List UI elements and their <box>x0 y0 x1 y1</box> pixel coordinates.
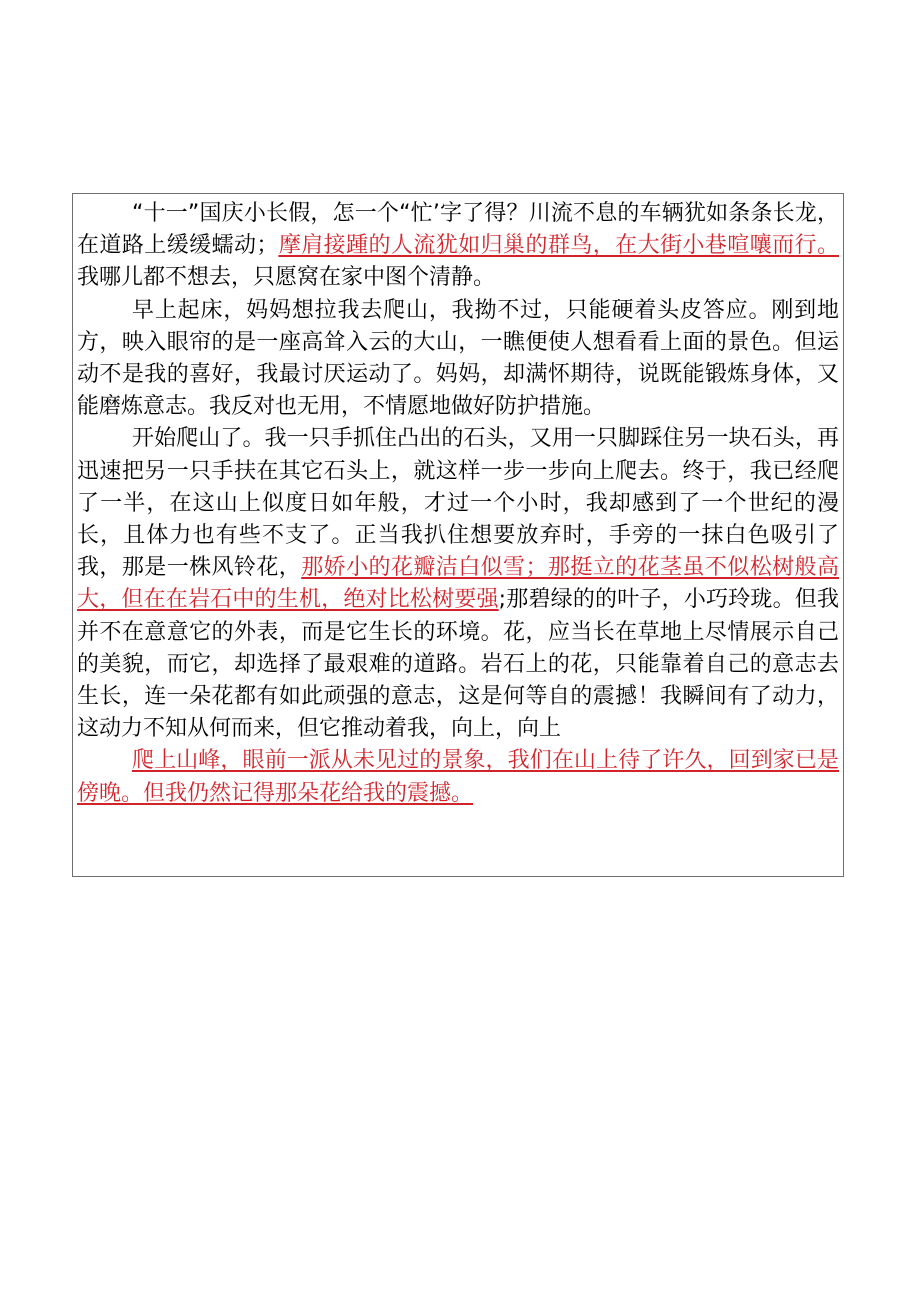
paragraph-3-intro: 开始爬山了。我一只手抓住凸出的石头，又用一只脚踩住另一块石头，再迅速把另一只手扶在其它石头上，就这样一步一步向上爬去。终于，我已经爬了一半，在这山上似度日如年般，才过一个小时，我却感到了一个世纪的漫长，且体力也有些不支了。正当我扒住想要放弃时，手旁的一抹白色吸引了我，那是一株风铃花， <box>77 426 839 581</box>
paragraph-1-highlight: 摩肩接踵的人流犹如归巢的群鸟，在大街小巷喧嚷而行。 <box>278 233 839 259</box>
paragraph-1-outro: 我哪儿都不想去，只愿窝在家中图个清静。 <box>77 265 496 291</box>
paragraph-3-outro: ;那碧绿的的叶子，小巧玲珑。但我并不在意意它的外表，而是它生长的环境。花，应当长在草地上尽情展示自己的美貌，而它，却选择了最艰难的道路。岩石上的花，只能靠着自己的意志去生长，连一朵花都有如此顽强的意志，这是何等自的震撼！我瞬间有了动力，这动力不知从何而来，但它推动着我，向上，向上 <box>77 587 839 742</box>
paragraph-4-highlight: 爬上山峰，眼前一派从未见过的景象，我们在山上待了许久，回到家已是傍晚。但我仍然记得那朵花给我的震撼。 <box>77 748 839 806</box>
paragraph-1 <box>77 198 839 295</box>
paragraph-2: 早上起床，妈妈想拉我去爬山，我拗不过，只能硬着头皮答应。刚到地方，映入眼帘的是一座高耸入云的大山，一瞧便使人想看看上面的景色。但运动不是我的喜好，我最讨厌运动了。妈妈，却满怀期待，说既能锻炼身体，又能磨炼意志。我反对也无用，不情愿地做好防护措施。 <box>77 297 839 420</box>
paragraph-3-highlight: 那娇小的花瓣洁白似雪；那挺立的花茎虽不似松树般高大，但在在岩石中的生机，绝对比松树要强 <box>77 555 839 613</box>
essay-box <box>72 193 844 877</box>
paragraph-3 <box>77 423 839 745</box>
paragraph-1-intro: “十一”国庆小长假，怎一个“忙’字了得？川流不息的车辆犹如条条长龙，在道路上缓缓蠕动； <box>77 201 839 259</box>
paragraph-4 <box>77 745 839 809</box>
